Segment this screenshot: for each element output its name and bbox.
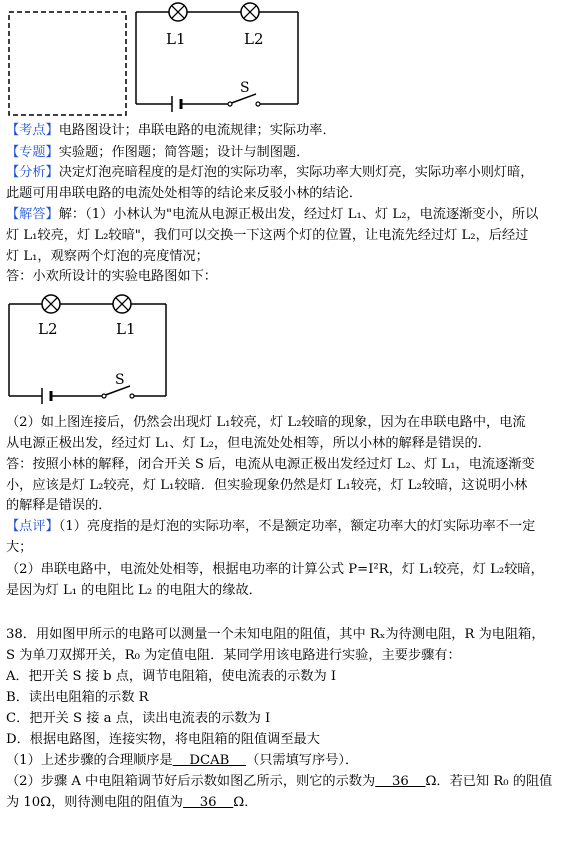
fenxi-line [6, 164, 534, 182]
kaodian-tag: 【考点】 [6, 123, 59, 138]
answer-1-suffix: （只需填写序号）． [246, 753, 359, 768]
answer-2-value: 36 [375, 774, 426, 789]
part2-line-4: 小，应该是灯 L₂较亮，灯 L₁较暗．但实验现象仍然是灯 L₁较亮，灯 L₂较暗，这说明小林 [6, 478, 528, 493]
q38-answer-3 [6, 794, 257, 812]
dianping-line-2: 大； [6, 540, 33, 555]
jieda-tag: 【解答】 [6, 207, 59, 222]
part2-line-1: （2）如上图连接后，仍然会出现灯 L₁较亮，灯 L₂较暗的现象，因为在串联电路中，电流 [6, 415, 526, 430]
jieda-line-2: 灯 L₁较亮，灯 L₂较暗"，我们可以交换一下这两个灯的位置，让电流先经过灯 L₂，后经过 [6, 228, 529, 243]
kaodian-line [6, 122, 336, 140]
label-S: S [240, 80, 250, 96]
label-S: S [115, 372, 125, 388]
label-L1: L1 [116, 320, 136, 338]
dianping-line [6, 518, 535, 536]
bulb-icon [113, 295, 131, 313]
battery-icon [42, 388, 51, 404]
fenxi-text: 决定灯泡亮暗程度的是灯泡的实际功率，实际功率大则灯亮，实际功率小则灯暗， [58, 165, 534, 180]
dashed-box [9, 12, 126, 115]
jieda-line [6, 206, 538, 224]
dianping-text: （1）亮度指的是灯泡的实际功率，不是额定功率，额定功率大的灯实际功率不一定 [58, 519, 536, 534]
q38-step-b: B．读出电阻箱的示数 R [6, 690, 149, 705]
q38-answer-2 [6, 773, 552, 791]
label-L2: L2 [244, 30, 264, 48]
jieda-line-3: 灯 L₁，观察两个灯泡的亮度情况； [6, 249, 209, 264]
fenxi-line-2: 此题可用串联电路的电流处处相等的结论来反驳小林的结论． [6, 186, 363, 201]
figure1-circuit [0, 0, 566, 125]
answer-3-prefix: 为 10Ω，则待测电阻的阻值为 [6, 795, 183, 810]
bulb-icon [42, 295, 60, 313]
answer-1-value: DCAB [172, 753, 247, 768]
dianping-line-4: 是因为灯 L₁ 的电阻比 L₂ 的电阻大的缘故． [6, 583, 262, 598]
answer-2-prefix: （2）步骤 A 中电阻箱调节好后示数如图乙所示，则它的示数为 [6, 774, 376, 789]
jieda-line-4: 答：小欢所设计的实验电路图如下： [6, 269, 217, 284]
jieda-text: 解：（1）小林认为"电流从电源正极出发，经过灯 L₁、灯 L₂，电流逐渐变小，所以 [58, 207, 539, 222]
zhuanti-tag: 【专题】 [6, 145, 59, 160]
q38-step-c: C．把开关 S 接 a 点，读出电流表的示数为 I [6, 711, 271, 726]
label-L1: L1 [166, 30, 186, 48]
q38-step-d: D．根据电路图，连接实物，将电阻箱的阻值调至最大 [6, 732, 320, 747]
q38-line-2: S 为单刀双掷开关，R₀ 为定值电阻．某同学用该电路进行实验，主要步骤有： [6, 648, 461, 663]
dianping-line-3: （2）串联电路中，电流处处相等，根据电功率的计算公式 P=I²R，灯 L₁较亮，灯 L₂较暗， [6, 562, 544, 577]
answer-2-suffix: Ω．若已知 R₀ 的阻值 [425, 774, 553, 789]
fenxi-tag: 【分析】 [6, 165, 59, 180]
bulb-icon [241, 3, 259, 21]
figure2-circuit [0, 288, 566, 408]
dianping-tag: 【点评】 [6, 519, 59, 534]
q38-answer-1 [6, 752, 358, 770]
part2-line-2: 从电源正极出发，经过灯 L₁、灯 L₂，但电流处处相等，所以小林的解释是错误的． [6, 436, 491, 451]
answer-3-suffix: Ω． [233, 795, 258, 810]
q38-step-a: A．把开关 S 接 b 点，调节电阻箱，使电流表的示数为 I [6, 669, 337, 684]
label-L2: L2 [38, 320, 58, 338]
part2-line-5: 的解释是错误的． [6, 498, 112, 513]
answer-1-prefix: （1）上述步骤的合理顺序是 [6, 753, 173, 768]
kaodian-text: 电路图设计；串联电路的电流规律；实际功率． [58, 123, 336, 138]
answer-3-value: 36 [182, 795, 234, 810]
battery-icon [172, 96, 181, 112]
bulb-icon [169, 3, 187, 21]
part2-line-3: 答：按照小林的解释，闭合开关 S 后，电流从电源正极出发经过灯 L₂、灯 L₁，电流逐渐变 [6, 457, 535, 472]
zhuanti-text: 实验题；作图题；简答题；设计与制图题． [58, 145, 310, 160]
q38-line-1: 38．用如图甲所示的电路可以测量一个未知电阻的阻值，其中 Rₓ为待测电阻，R 为电阻箱， [6, 627, 545, 642]
zhuanti-line [6, 144, 309, 162]
